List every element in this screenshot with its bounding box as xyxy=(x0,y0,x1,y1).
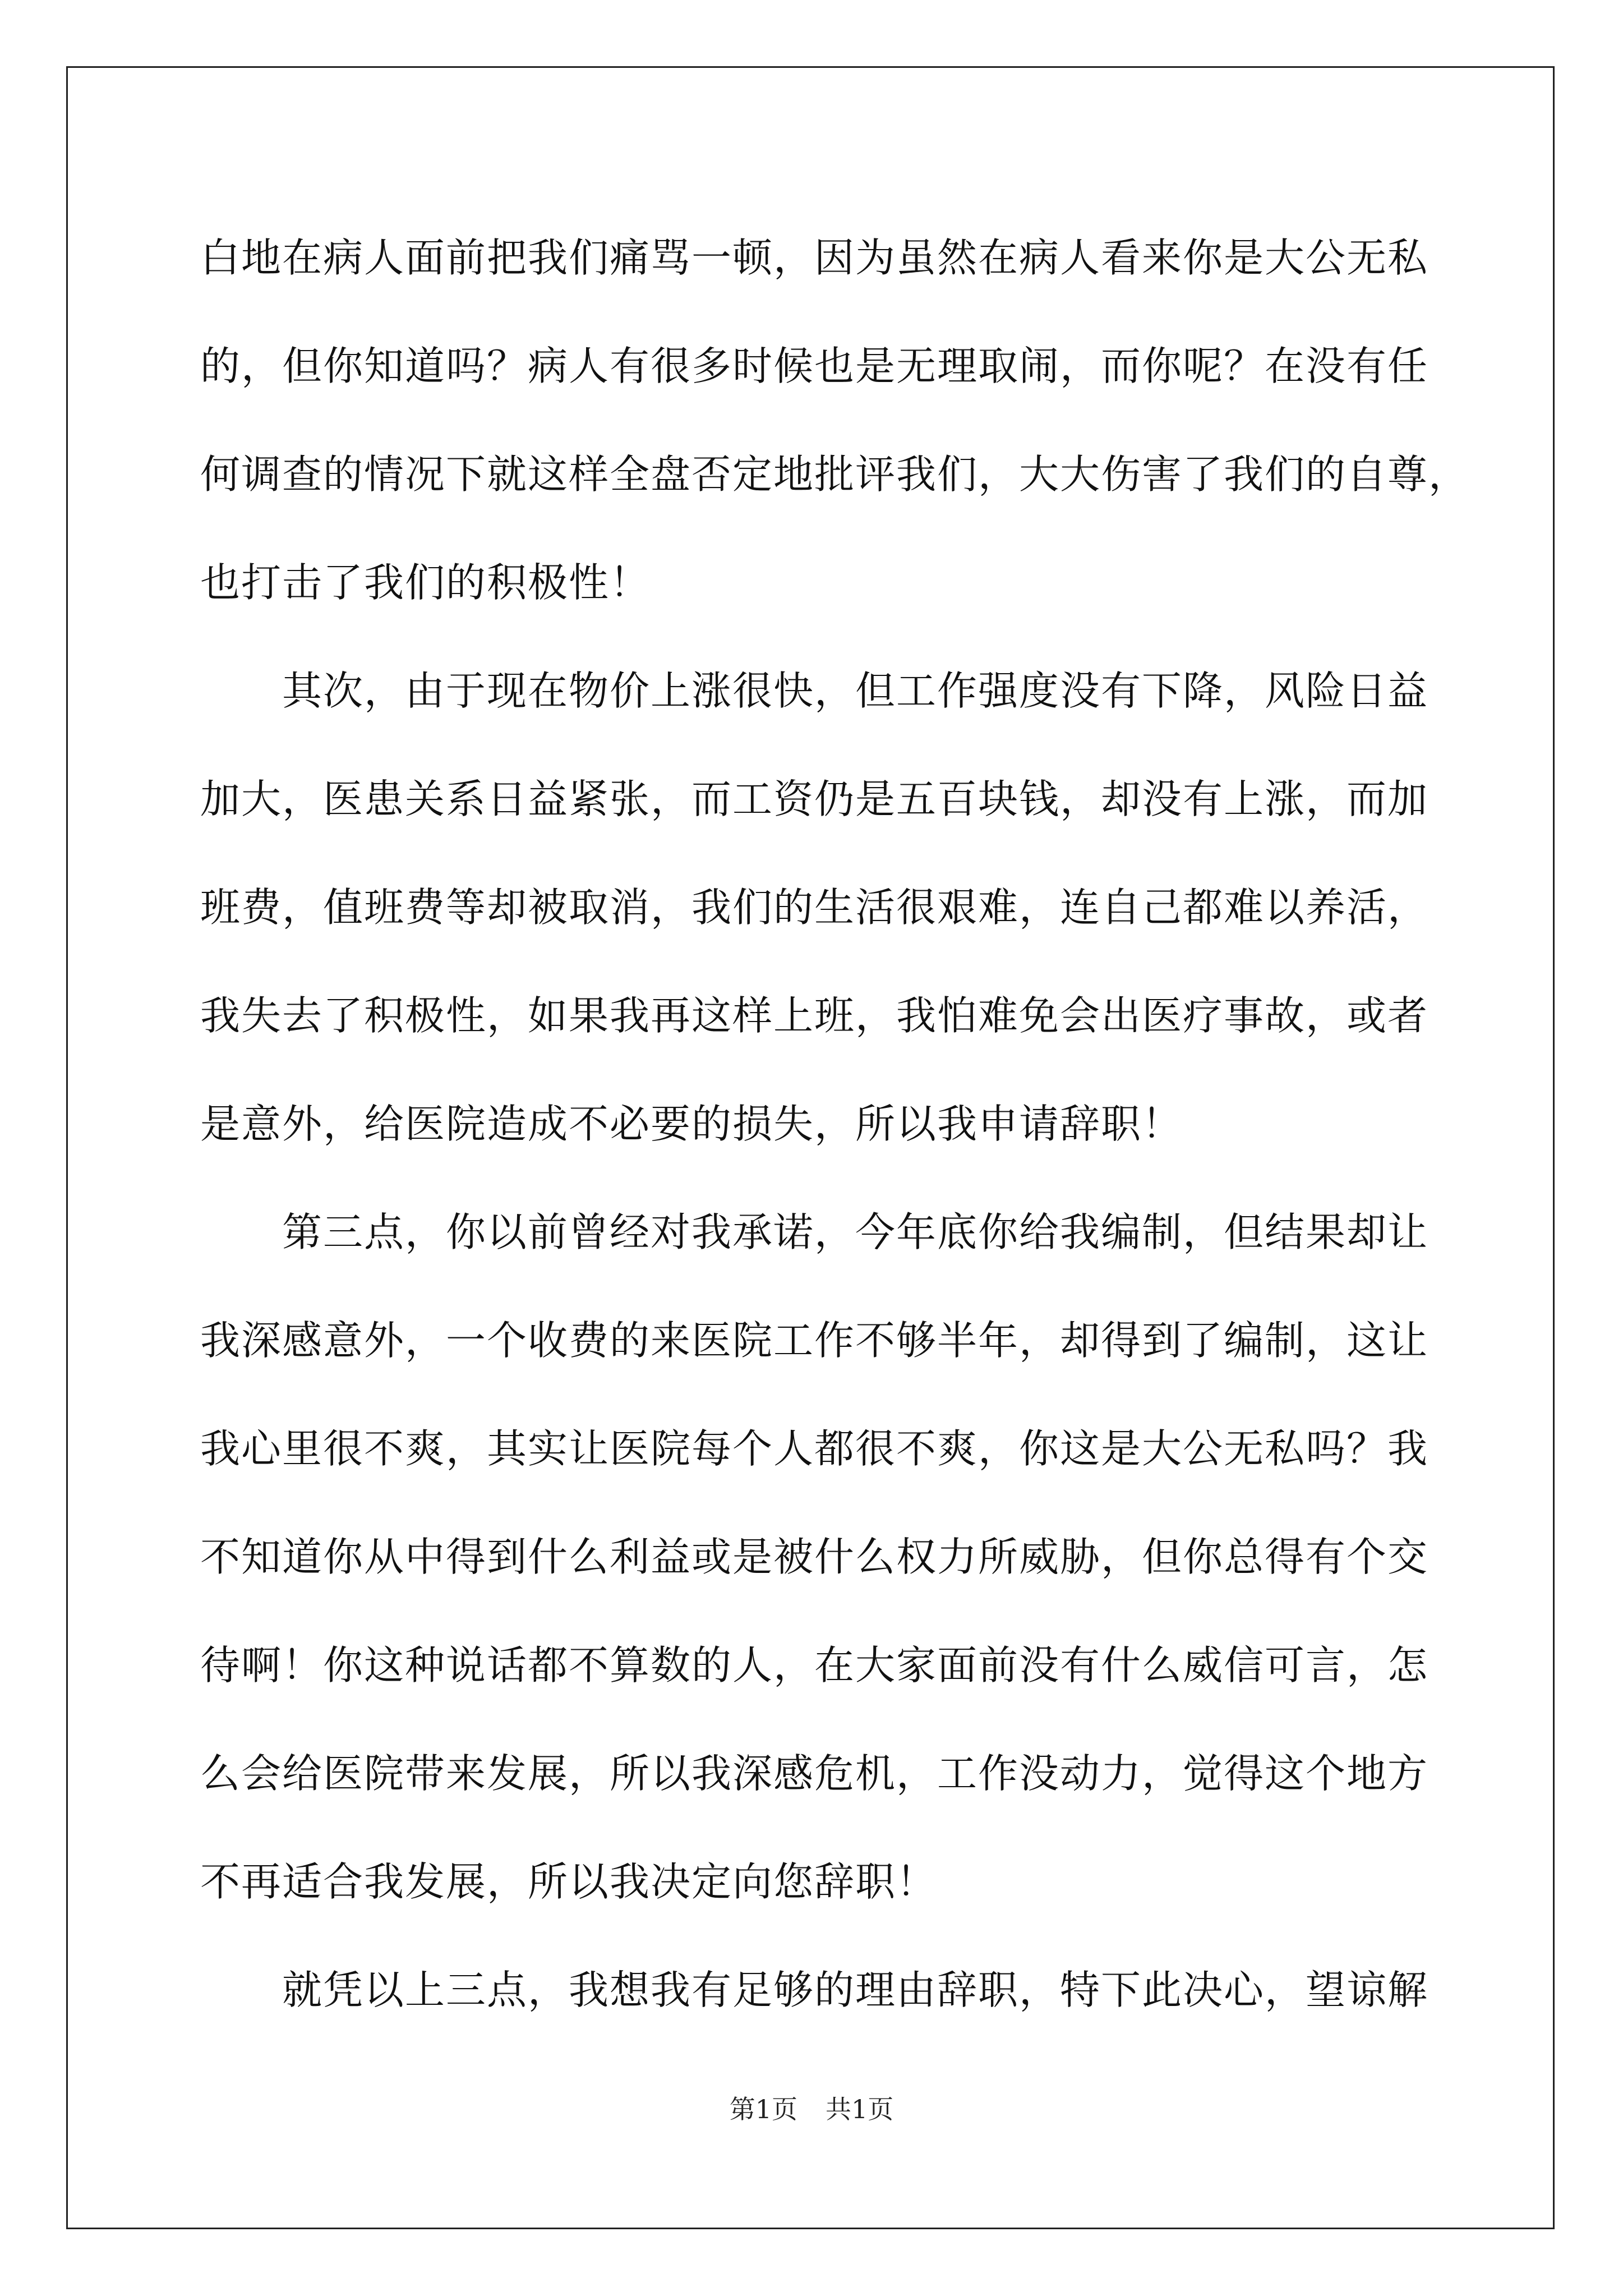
text-line: 我失去了积极性，如果我再这样上班，我怕难免会出医疗事故，或者 xyxy=(200,992,1429,1039)
page-footer xyxy=(0,2092,1623,2126)
text-line: 班费，值班费等却被取消，我们的生活很艰难，连自己都难以养活， xyxy=(200,884,1429,931)
text-line: 其次，由于现在物价上涨很快，但工作强度没有下降，风险日益 xyxy=(200,668,1429,714)
page-number: 第1页 xyxy=(729,2094,797,2124)
text-line: 不再适合我发展，所以我决定向您辞职！ xyxy=(200,1858,938,1905)
text-line: 何调查的情况下就这样全盘否定地批评我们，大大伤害了我们的自尊， xyxy=(200,451,1470,498)
text-line: 的，但你知道吗？病人有很多时候也是无理取闹，而你呢？在没有任 xyxy=(200,343,1429,389)
text-line: 第三点，你以前曾经对我承诺，今年底你给我编制，但结果却让 xyxy=(200,1209,1429,1255)
text-line: 也打击了我们的积极性！ xyxy=(200,559,651,606)
total-pages: 共1页 xyxy=(826,2094,894,2124)
text-line: 么会给医院带来发展，所以我深感危机，工作没动力，觉得这个地方 xyxy=(200,1750,1429,1797)
text-line: 加大，医患关系日益紧张，而工资仍是五百块钱，却没有上涨，而加 xyxy=(200,776,1429,822)
document-body xyxy=(200,204,1470,2044)
text-line: 是意外，给医院造成不必要的损失，所以我申请辞职！ xyxy=(200,1101,1183,1147)
text-line: 我心里很不爽，其实让医院每个人都很不爽，你这是大公无私吗？我 xyxy=(200,1425,1429,1472)
text-line: 待啊！你这种说话都不算数的人，在大家面前没有什么威信可言，怎 xyxy=(200,1642,1429,1688)
text-line: 不知道你从中得到什么利益或是被什么权力所威胁，但你总得有个交 xyxy=(200,1534,1429,1580)
text-line: 白地在病人面前把我们痛骂一顿，因为虽然在病人看来你是大公无私 xyxy=(200,234,1429,281)
text-line: 就凭以上三点，我想我有足够的理由辞职，特下此决心，望谅解 xyxy=(200,1967,1429,2013)
text-line: 我深感意外，一个收费的来医院工作不够半年，却得到了编制，这让 xyxy=(200,1317,1429,1364)
